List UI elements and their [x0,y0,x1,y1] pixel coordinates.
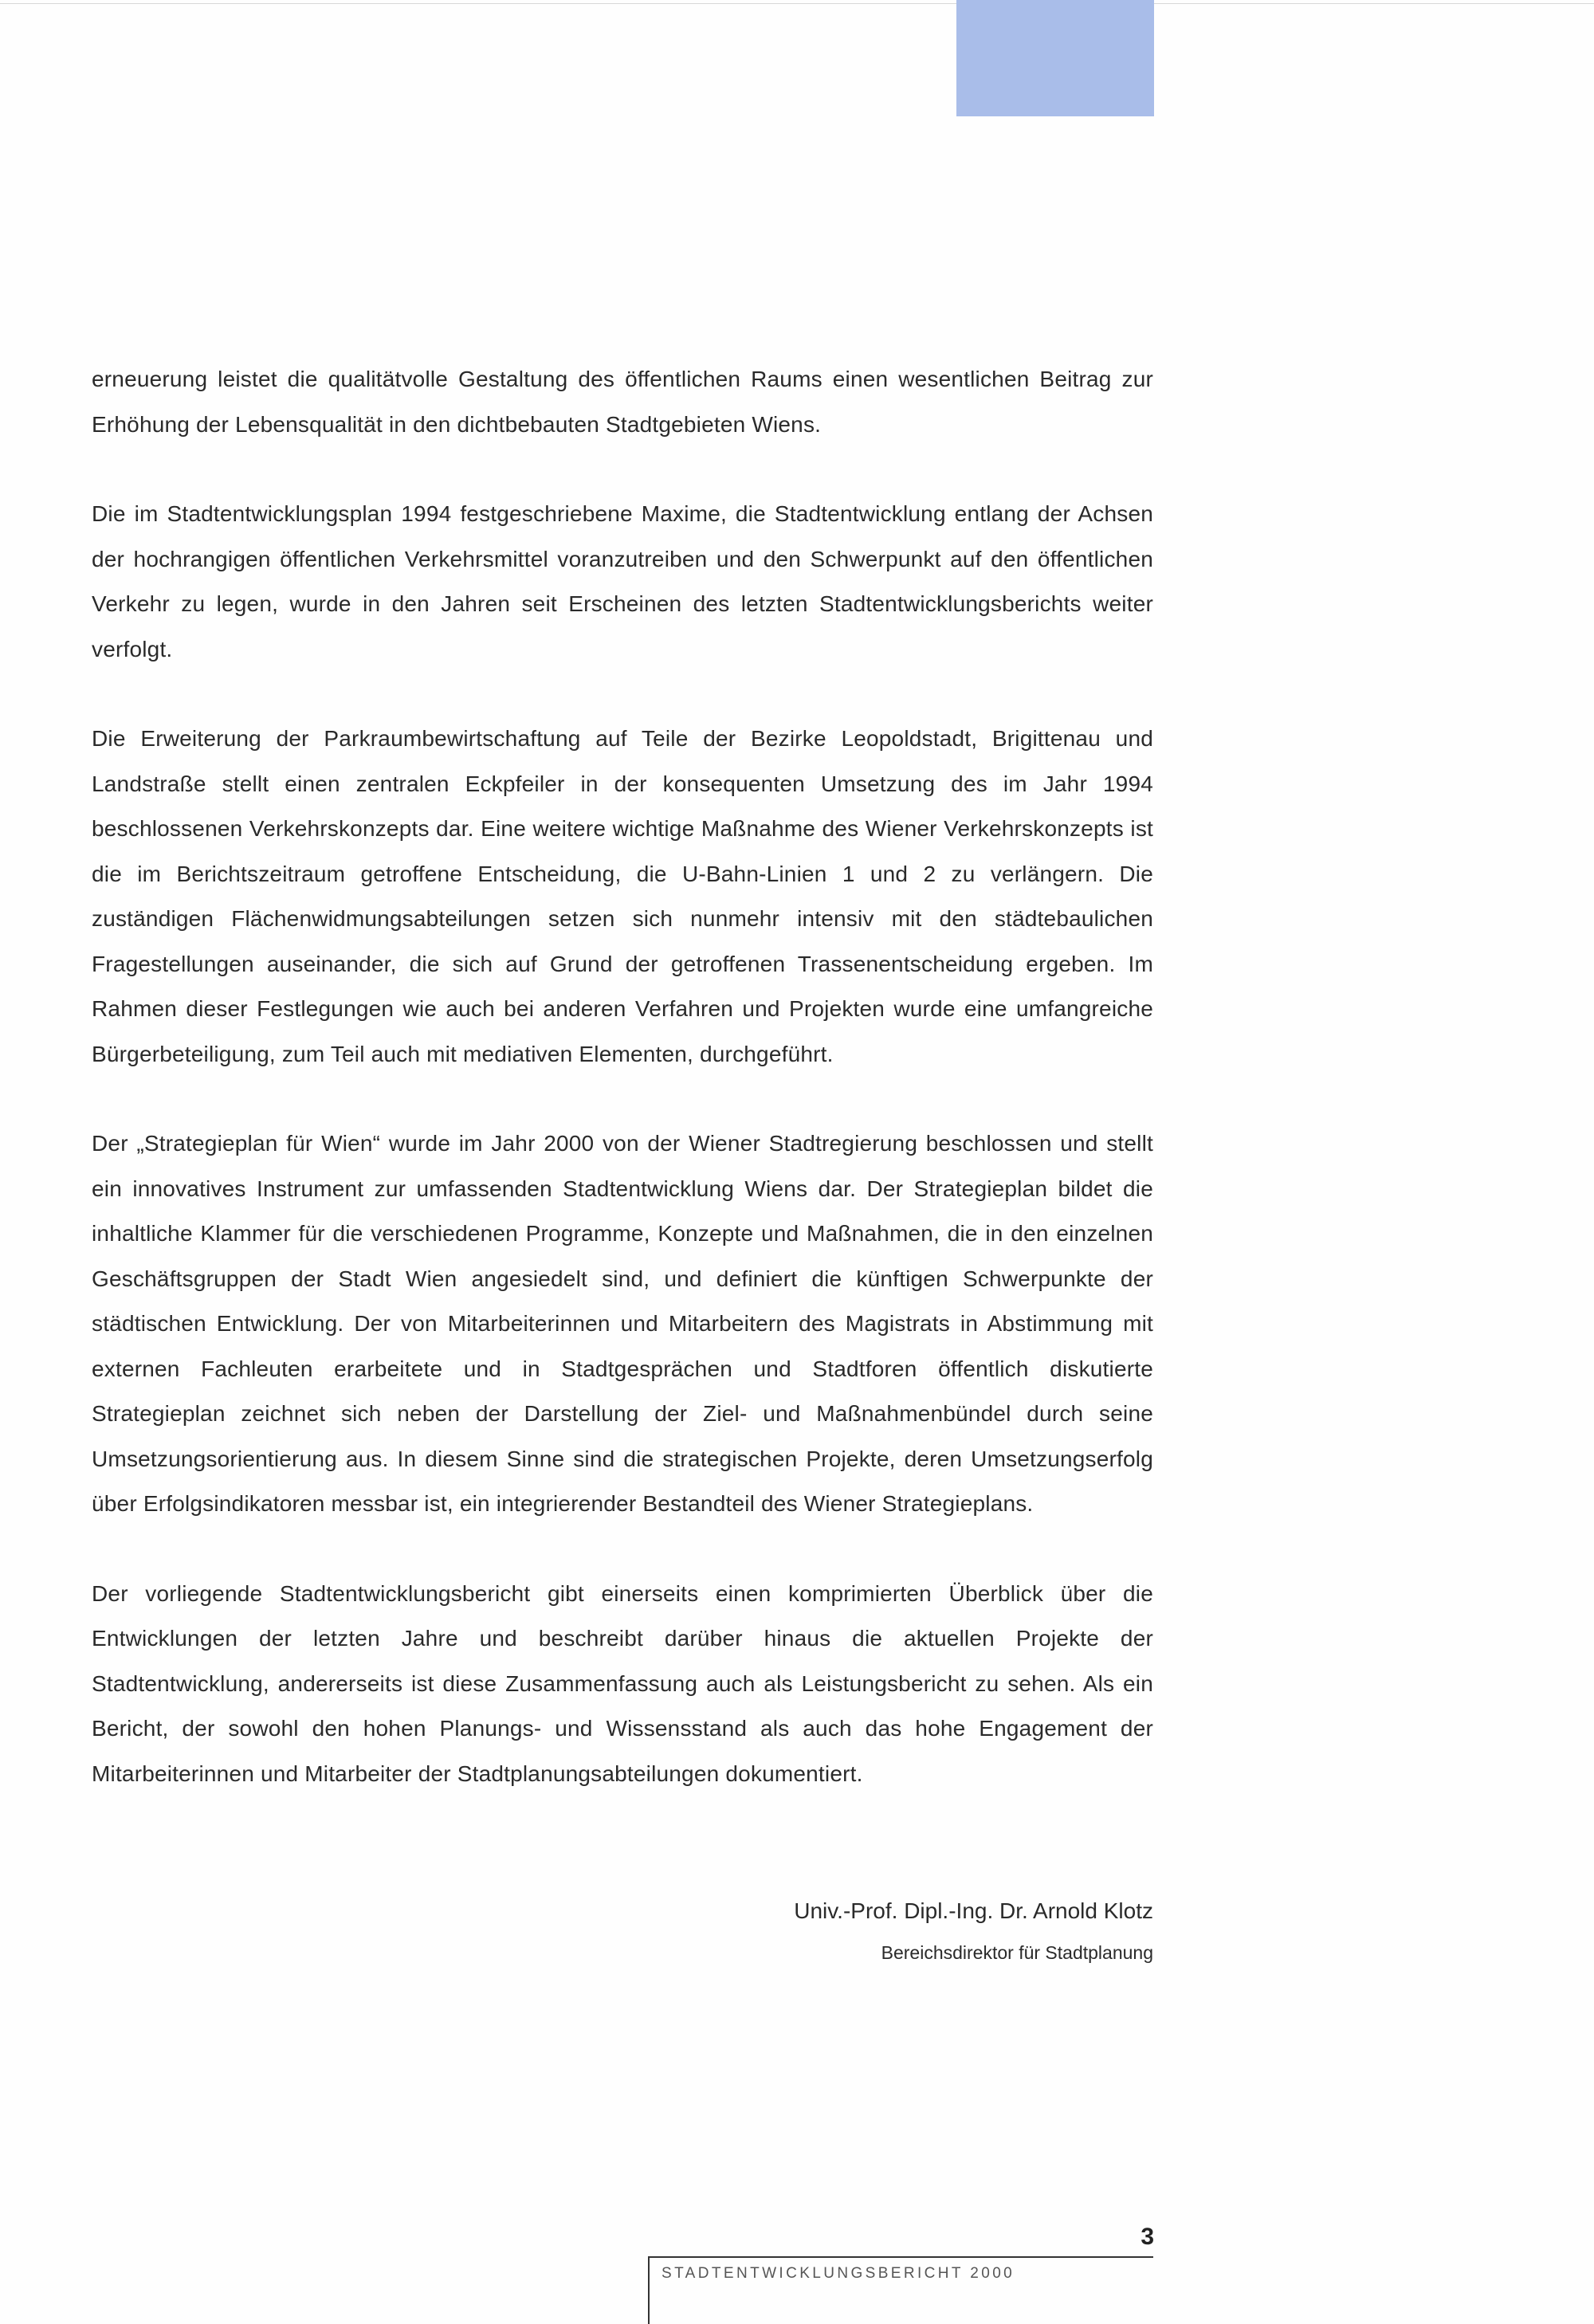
body-text [92,357,1153,1841]
footer-rule [648,2256,1153,2258]
paragraph: Der vorliegende Stadtentwicklungsbericht gibt einerseits einen komprimierten Überblick über die Entwicklungen der letzten Jahre und beschreibt darüber hinaus die aktuellen Projekte der Stadtentwicklung, andererseits ist diese Zusammenfassung auch als Leistungsbericht zu sehen. Als ein Bericht, der sowohl den hohen Planungs- und Wissensstand als auch das hohe Engagement der Mitarbeiterinnen und Mitarbeiter der Stadtplanungsabteilungen dokumentiert. [92,1580,1153,1786]
paragraph: Der „Strategieplan für Wien“ wurde im Jahr 2000 von der Wiener Stadtregierung beschlossen und stellt ein innovatives Instrument zur umfassenden Stadtentwicklung Wiens dar. Der Strategieplan bildet die inhaltliche Klammer für die verschiedenen Programme, Konzepte und Maßnahmen, die in den einzelnen Geschäftsgruppen der Stadt Wien angesiedelt sind, und definiert die künftigen Schwerpunkte der städtischen Entwicklung. Der von Mitarbeiterinnen und Mitarbeitern des Magistrats in Abstimmung mit externen Fachleuten erarbeitete und in Stadtgesprächen und Stadtforen öffentlich diskutierte Strategieplan zeichnet sich neben der Darstellung der Ziel- und Maßnahmenbündel durch seine Umsetzungsorientierung aus. In diesem Sinne sind die strategischen Projekte, deren Umsetzungserfolg über Erfolgsindikatoren messbar ist, ein integrierender Bestandteil des Wiener Strategieplans. [92,1131,1153,1516]
paragraph: Die im Stadtentwicklungsplan 1994 festgeschriebene Maxime, die Stadtentwicklung entlang der Achsen der hochrangigen öffentlichen Verkehrsmittel voranzutreiben und den Schwerpunkt auf den öffentlichen Verkehr zu legen, wurde in den Jahren seit Erscheinen des letzten Stadtentwicklungsberichts weiter verfolgt. [92,501,1153,661]
footer-vertical-rule [648,2256,650,2324]
blue-accent-tab [956,0,1154,116]
paragraph: erneuerung leistet die qualitätvolle Gestaltung des öffentlichen Raums einen wesentlichen Beitrag zur Erhöhung der Lebensqualität in den dichtbebauten Stadtgebieten Wiens. [92,367,1153,437]
signatory-name: Univ.-Prof. Dipl.-Ing. Dr. Arnold Klotz [794,1898,1153,1923]
signatory-title: Bereichsdirektor für Stadtplanung [881,1942,1153,1963]
signature-block [794,1894,1153,1969]
top-rule [0,3,1594,4]
page-number: 3 [1141,2224,1154,2250]
publication-title: STADTENTWICKLUNGSBERICHT 2000 [662,2265,1015,2282]
paragraph: Die Erweiterung der Parkraumbewirtschaftung auf Teile der Bezirke Leopoldstadt, Brigittenau und Landstraße stellt einen zentralen Eckpfeiler in der konsequenten Umsetzung des im Jahr 1994 beschlossenen Verkehrskonzepts dar. Eine weitere wichtige Maßnahme des Wiener Verkehrskonzepts ist die im Berichtszeitraum getroffene Entscheidung, die U-Bahn-Linien 1 und 2 zu verlängern. Die zuständigen Flächenwidmungsabteilungen setzen sich nunmehr intensiv mit den städtebaulichen Fragestellungen auseinander, die sich auf Grund der getroffenen Trassenentscheidung ergeben. Im Rahmen dieser Festlegungen wie auch bei anderen Verfahren und Projekten wurde eine umfangreiche Bürgerbeteiligung, zum Teil auch mit mediativen Elementen, durchgeführt. [92,726,1153,1066]
